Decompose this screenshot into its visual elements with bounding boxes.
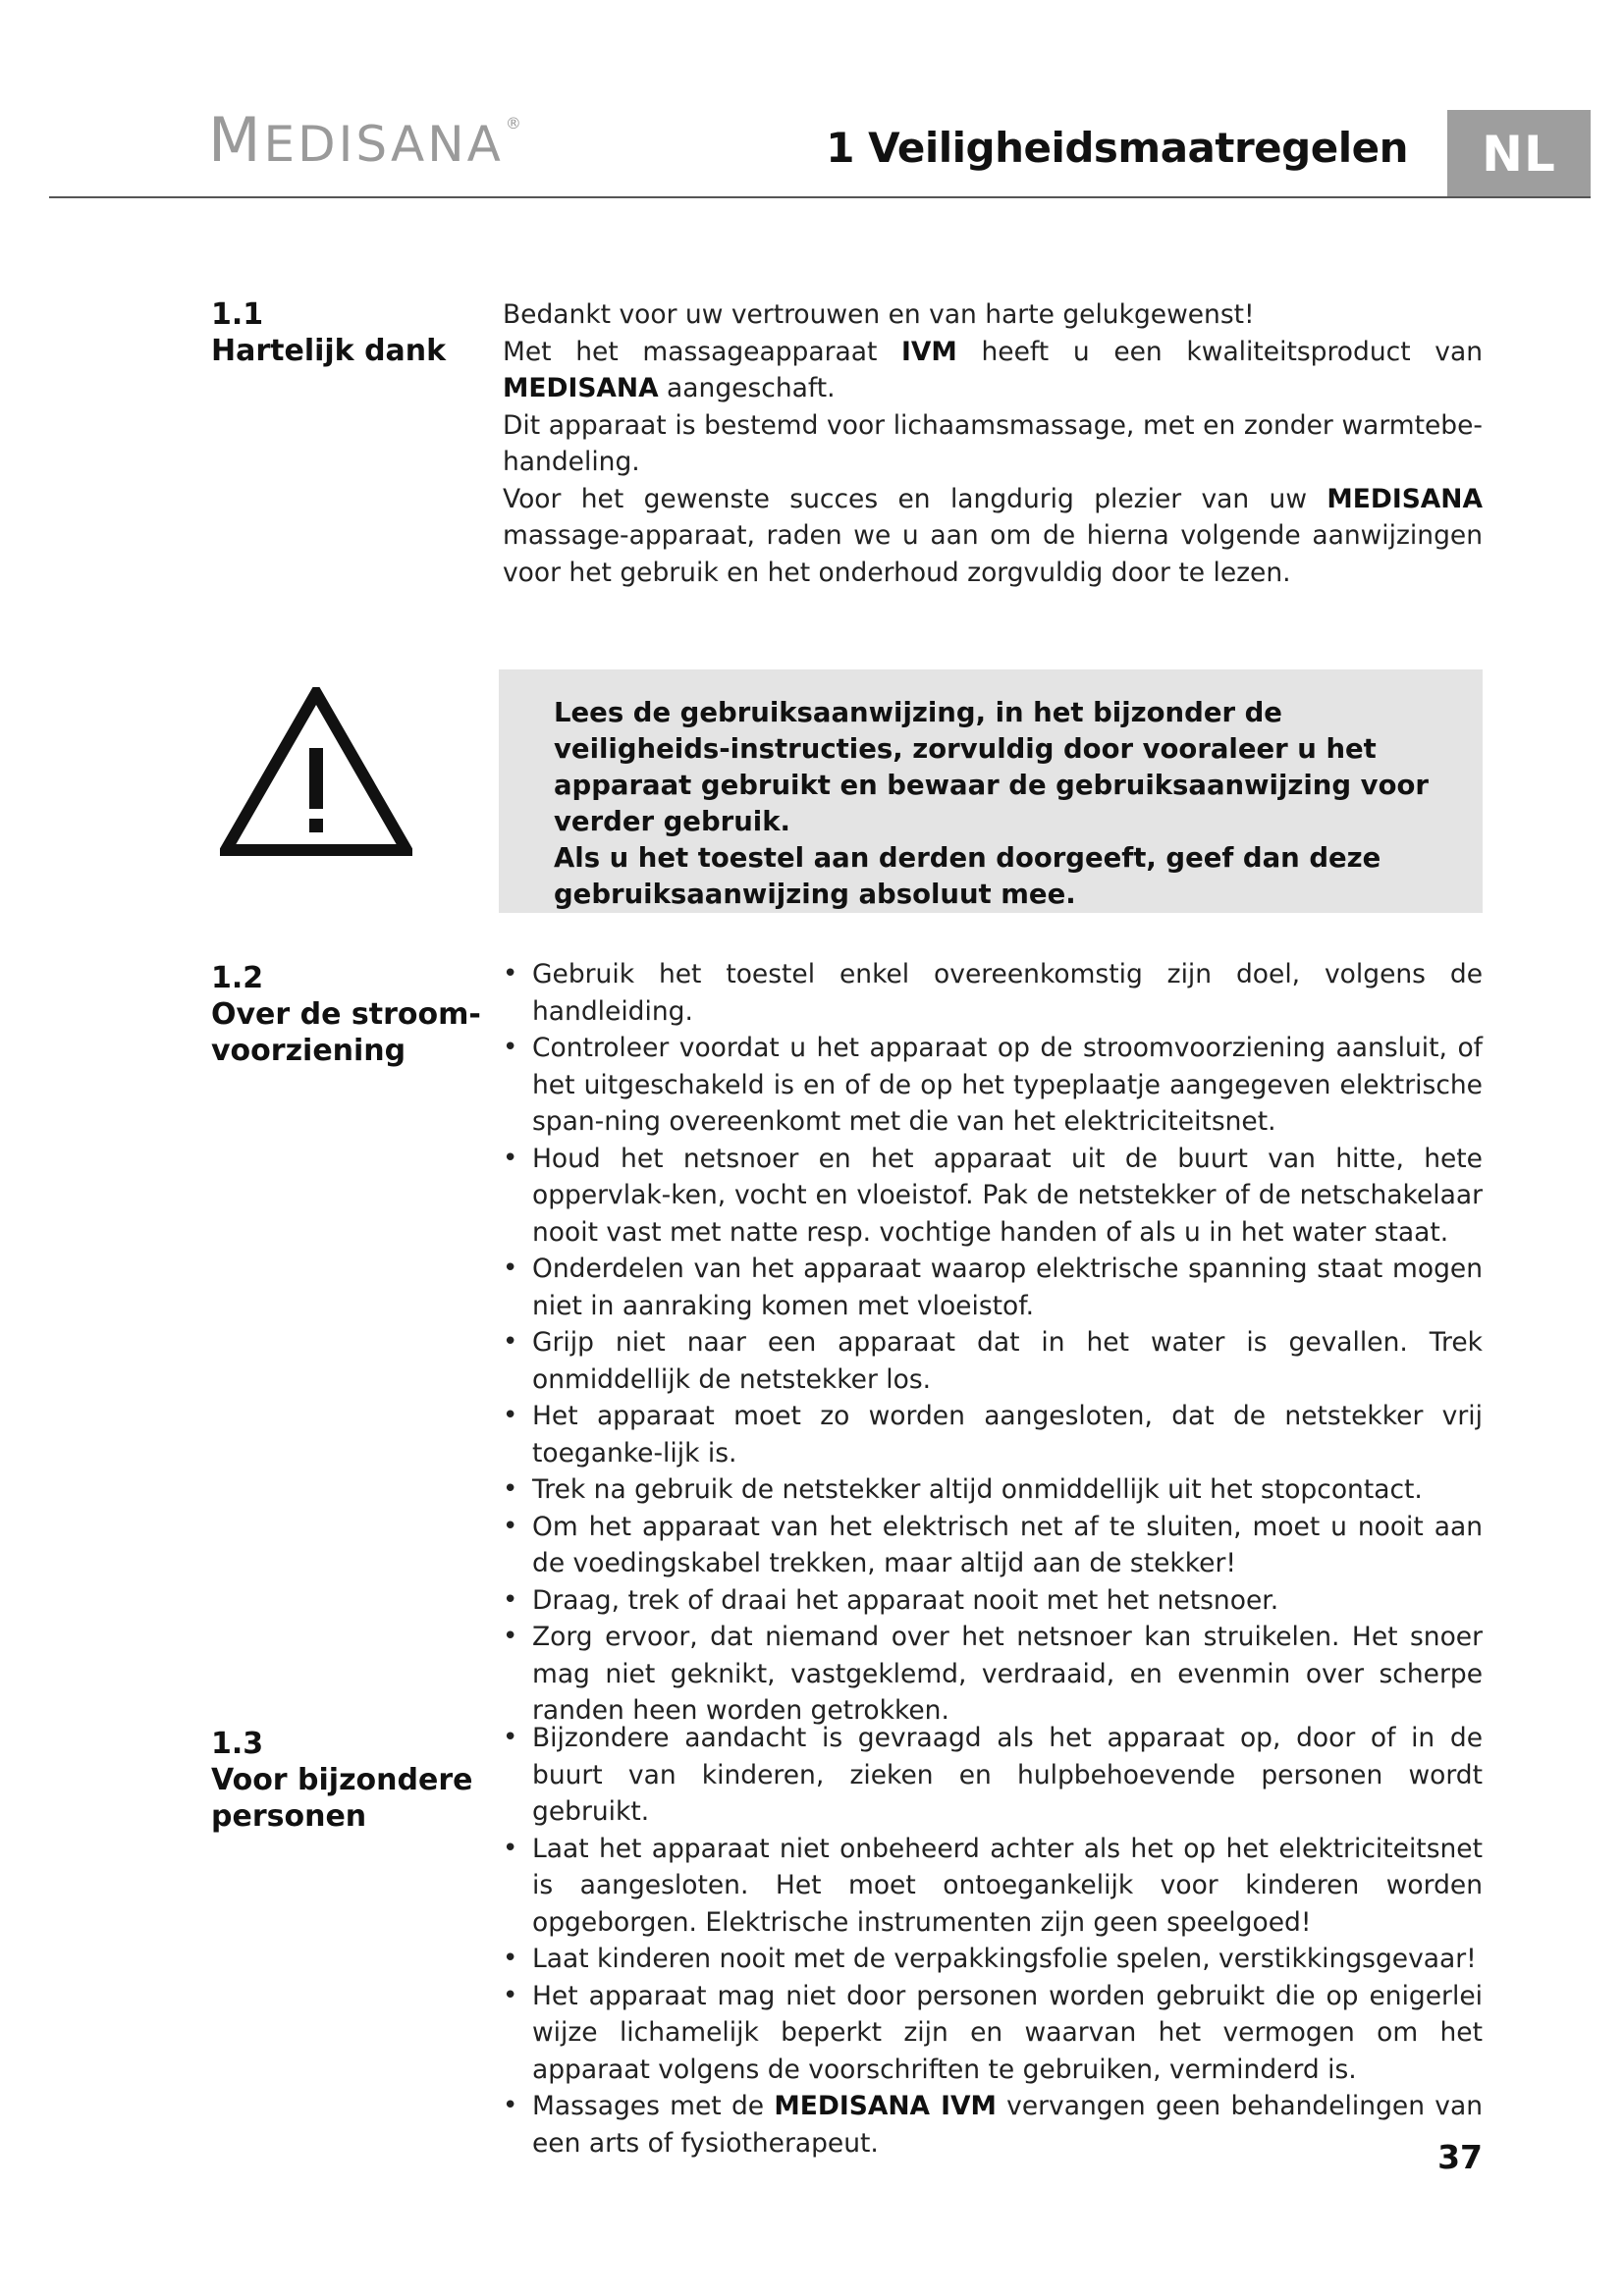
list-item: • Laat kinderen nooit met de verpakkingsfolie spelen, verstikkingsgevaar!	[503, 1941, 1483, 1978]
brand-name: MEDISANA	[503, 373, 659, 403]
section-1-1-heading	[211, 296, 446, 369]
bullet-list	[503, 1720, 1483, 2162]
bullet-list	[503, 956, 1483, 1730]
chapter-title: 1 Veiligheidsmaatregelen	[826, 124, 1408, 172]
section-number: 1.2	[211, 961, 264, 995]
list-item: • Bijzondere aandacht is gevraagd als het apparaat op, door of in de buurt van kinderen, zieken en hulpbehoevende personen wordt gebruikt.	[503, 1720, 1483, 1831]
text-run: Massages met de	[532, 2091, 775, 2121]
section-title: Voor bijzondere	[211, 1763, 473, 1797]
list-item: • Controleer voordat u het apparaat op de stroomvoorziening aansluit, of het uitgeschakeld is en of de op het typeplaatje aangegeven elektrische span-ning overeenkomt met die van het elektriciteitsnet.	[503, 1030, 1483, 1141]
section-number: 1.1	[211, 297, 264, 332]
model-name: IVM	[901, 336, 957, 367]
list-item: • Draag, trek of draai het apparaat nooit met het netsnoer.	[503, 1582, 1483, 1620]
list-item: • Het apparaat mag niet door personen worden gebruikt die op enigerlei wijze lichamelijk beperkt zijn en waarvan het vermogen om het apparaat volgens de voorschriften te gebruiken, verminderd is.	[503, 1978, 1483, 2089]
section-title: voorziening	[211, 1034, 406, 1068]
page-number: 37	[1437, 2138, 1483, 2176]
text-run: vervangen geen behandelingen van een arts of fysiotherapeut.	[532, 2091, 1484, 2159]
section-1-3-heading	[211, 1726, 472, 1835]
text-run: aangeschaft.	[658, 373, 836, 403]
warning-notice-box	[499, 669, 1483, 913]
section-title: personen	[211, 1799, 367, 1834]
language-tab: NL	[1447, 110, 1591, 198]
list-item: • Onderdelen van het apparaat waarop elektrische spanning staat mogen niet in aanraking komen met vloeistof.	[503, 1251, 1483, 1324]
section-1-2-heading	[211, 960, 481, 1069]
text-run: Met het massageapparaat	[503, 336, 902, 367]
text-run: Voor het gewenste succes en langdurig plezier van uw	[503, 483, 1327, 514]
paragraph: Dit apparaat is bestemd voor lichaamsmassage, met en zonder warmtebe-handeling.	[503, 409, 1483, 477]
logo-rest: EDISANA	[263, 116, 504, 173]
paragraph	[503, 481, 1483, 592]
text-run: heeft u een kwaliteitsproduct van	[956, 336, 1483, 367]
list-item: • Gebruik het toestel enkel overeenkomstig zijn doel, volgens de handleiding.	[503, 956, 1483, 1030]
list-item: • Houd het netsnoer en het apparaat uit de buurt van hitte, hete oppervlak-ken, vocht en vloeistof. Pak de netstekker of de netschakelaar nooit vast met natte resp. vochtige handen of als u in het water staat.	[503, 1141, 1483, 1252]
list-item: • Om het apparaat van het elektrisch net af te sluiten, moet u nooit aan de voedingskabel trekken, maar altijd aan de stekker!	[503, 1509, 1483, 1582]
list-item: • Laat het apparaat niet onbeheerd achter als het op het elektriciteitsnet is aangesloten. Het moet ontoegankelijk voor kinderen worden opgeborgen. Elektrische instrumenten zijn geen speelgoed!	[503, 1831, 1483, 1942]
section-1-1-body	[503, 296, 1483, 591]
section-1-3-body	[503, 1720, 1483, 2162]
section-1-2-body	[503, 956, 1483, 1730]
header-divider	[49, 196, 1591, 198]
paragraph: Bedankt voor uw vertrouwen en van harte gelukgewenst!	[503, 299, 1255, 330]
logo-registered-mark: ®	[505, 114, 524, 133]
list-item: • Grijp niet naar een apparaat dat in het water is gevallen. Trek onmiddellijk de netstekker los.	[503, 1324, 1483, 1398]
list-item: • Trek na gebruik de netstekker altijd onmiddellijk uit het stopcontact.	[503, 1471, 1483, 1509]
section-title: Over de stroom-	[211, 997, 481, 1032]
list-item: • Zorg ervoor, dat niemand over het netsnoer kan struikelen. Het snoer mag niet geknikt, vastgeklemd, verdraaid, en evenmin over scherpe randen heen worden getrokken.	[503, 1619, 1483, 1730]
brand-name: MEDISANA IVM	[774, 2091, 997, 2121]
text-run: massage-apparaat, raden we u aan om de hierna volgende aanwijzingen voor het gebruik en het onderhoud zorgvuldig door te lezen.	[503, 520, 1483, 588]
brand-name: MEDISANA	[1326, 483, 1483, 514]
warning-text: Als u het toestel aan derden doorgeeft, geef dan deze gebruiksaanwijzing absoluut mee.	[554, 842, 1381, 910]
section-title: Hartelijk dank	[211, 334, 447, 368]
section-number: 1.3	[211, 1727, 264, 1761]
paragraph	[503, 334, 1483, 407]
warning-text: Lees de gebruiksaanwijzing, in het bijzonder de veiligheids-instructies, zorvuldig door vooraleer u het apparaat gebruikt en bewaar de gebruiksaanwijzing voor verder gebruik.	[554, 697, 1429, 837]
logo-initial: M	[208, 104, 264, 176]
medisana-logo	[208, 104, 524, 176]
list-item: • Het apparaat moet zo worden aangesloten, dat de netstekker vrij toeganke-lijk is.	[503, 1398, 1483, 1471]
warning-triangle-icon	[220, 687, 412, 856]
list-item	[503, 2088, 1483, 2162]
